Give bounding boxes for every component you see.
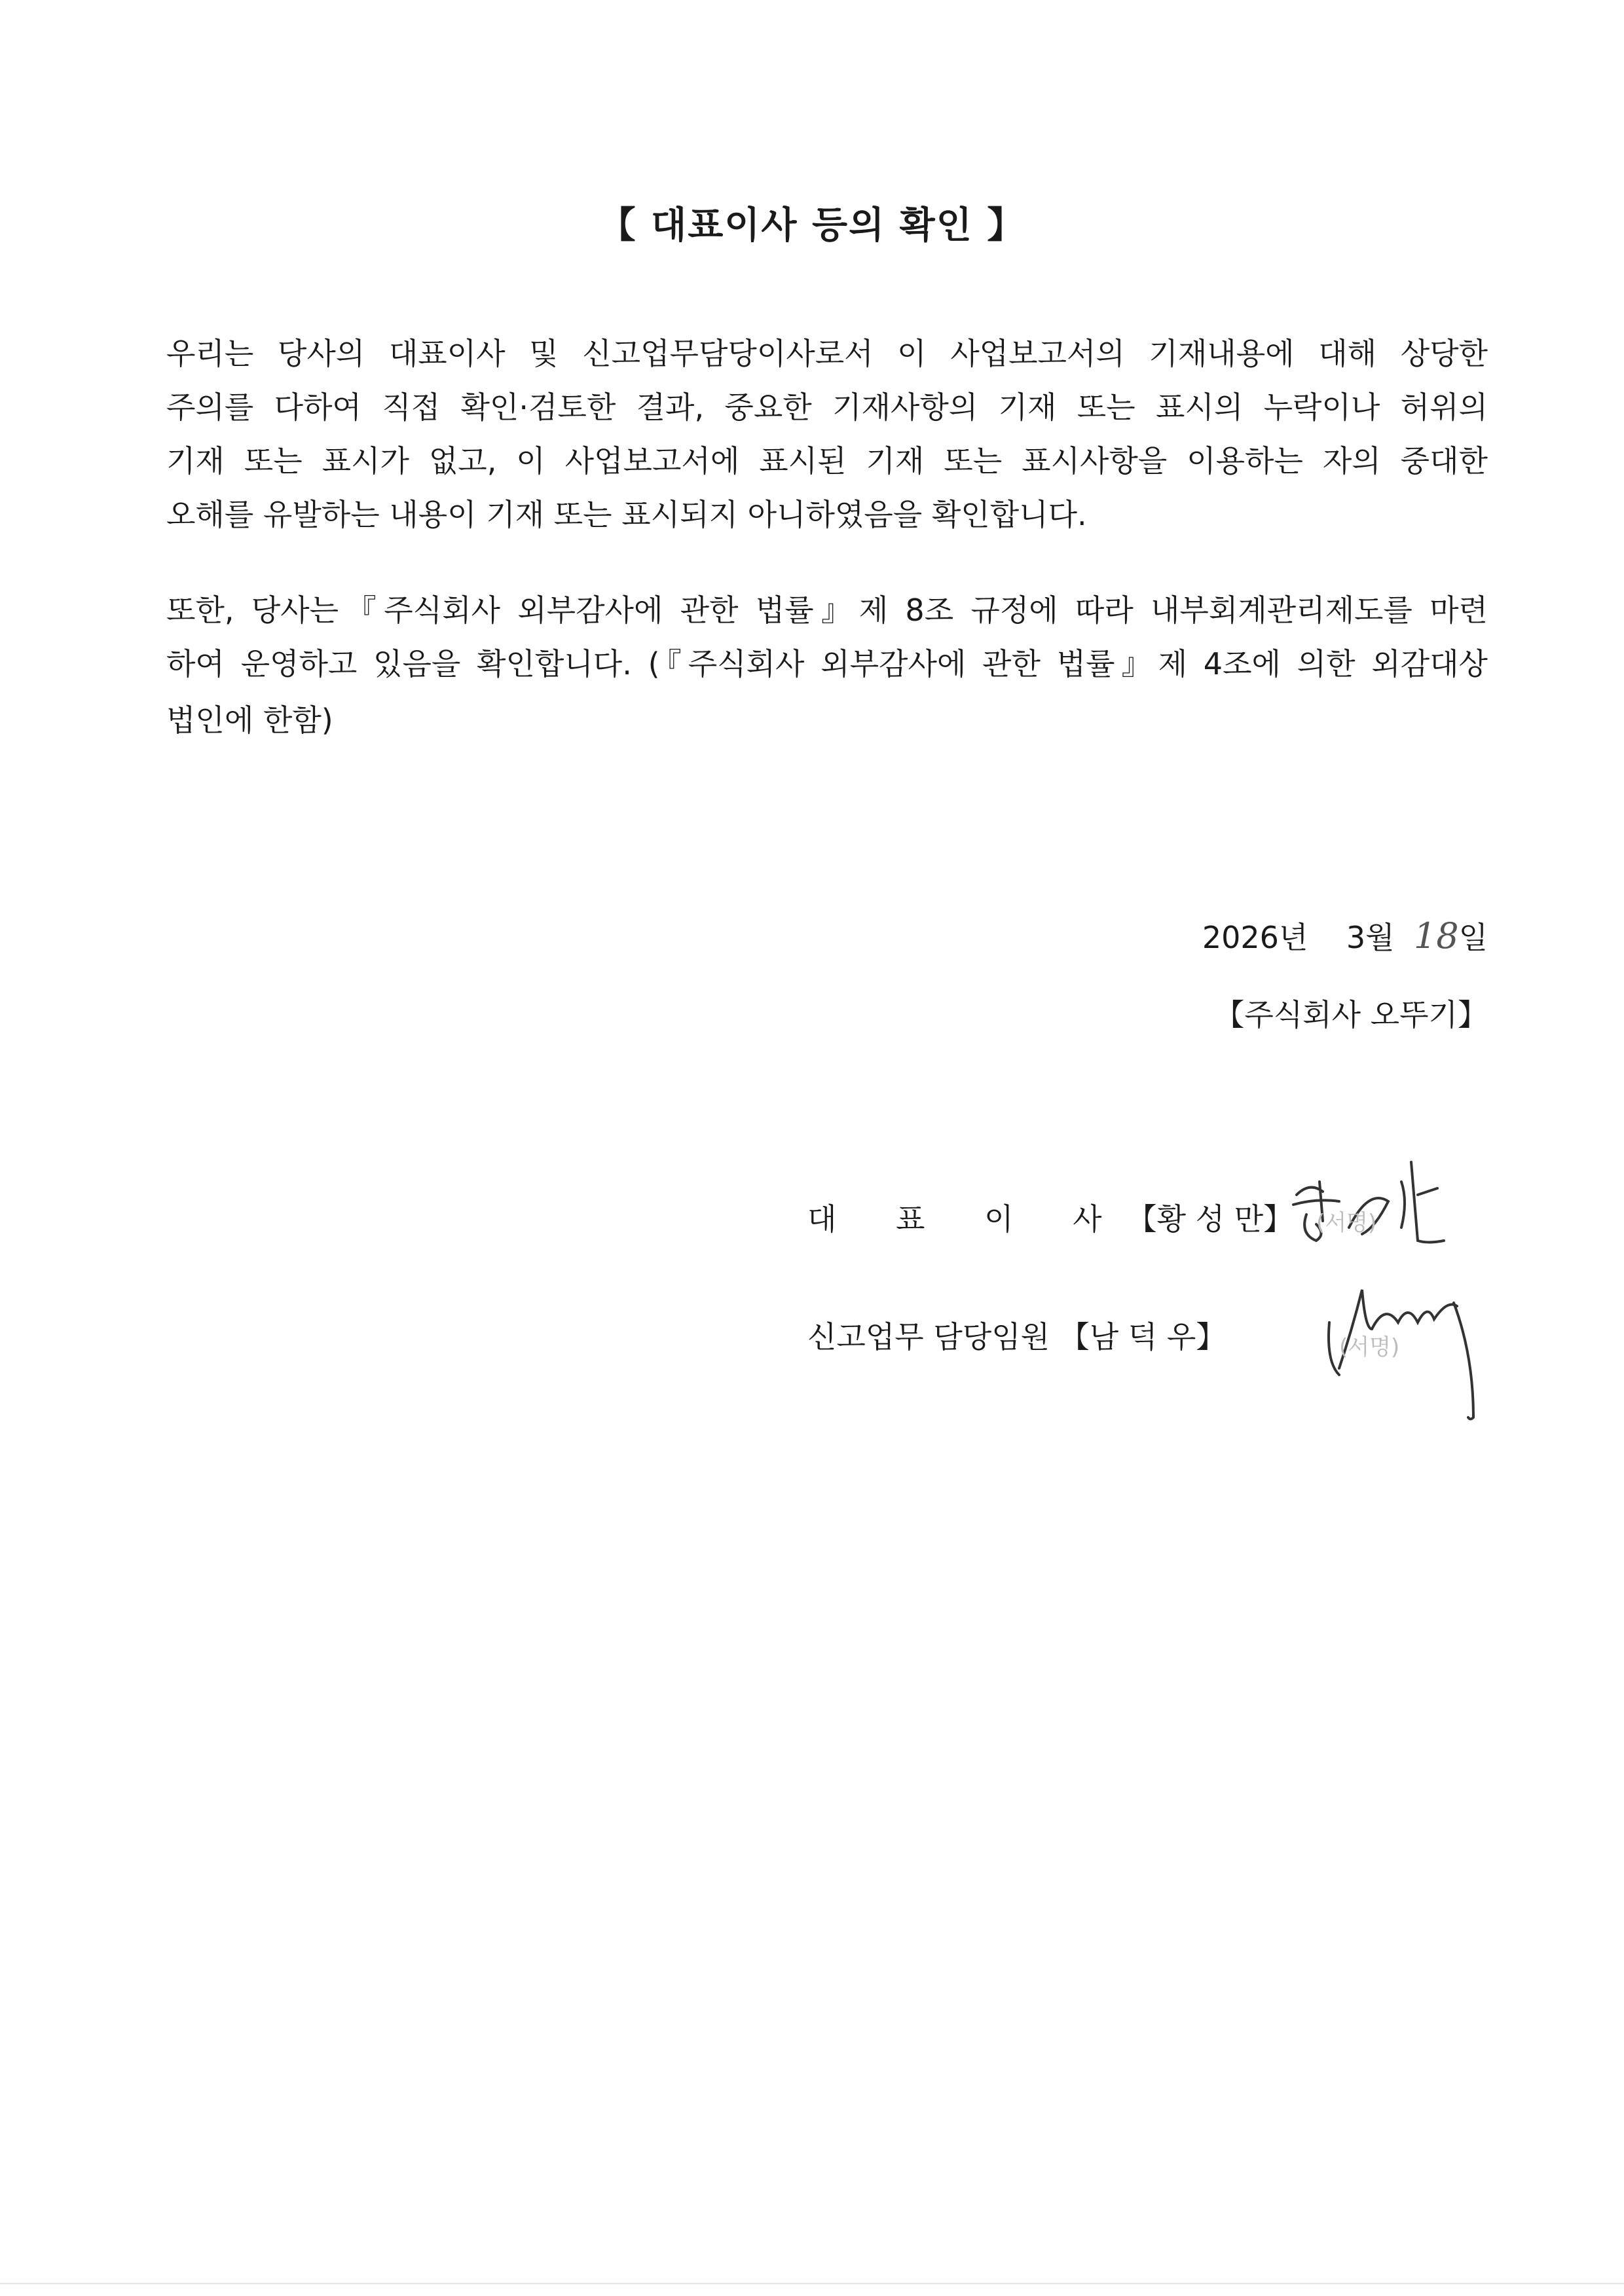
signing-date (1202, 917, 1488, 957)
signature-placeholder: (서명) (1316, 1210, 1377, 1236)
signatory-ceo (807, 1199, 1293, 1239)
ceo-signature (1283, 1142, 1480, 1273)
signatory-name: 【황 성 만】 (1126, 1201, 1294, 1237)
handwritten-signature-icon (1283, 1142, 1480, 1273)
date-year: 2026년 (1202, 920, 1308, 955)
paragraph-line: 또한, 당사는『주식회사 외부감사에 관한 법률』제 8조 규정에 따라 내부회계관리제도를 마련 (166, 592, 1488, 628)
paragraph-line: 주의를 다하여 직접 확인·검토한 결과, 중요한 기재사항의 기재 또는 표시의 누락이나 허위의 (166, 390, 1488, 425)
company-name: 【주식회사 오뚜기】 (1214, 997, 1488, 1032)
paragraph-line: 우리는 당사의 대표이사 및 신고업무담당이사로서 이 사업보고서의 기재내용에 대해 상당한 (166, 336, 1488, 371)
signatory-disclosure-officer (807, 1317, 1226, 1357)
signature-placeholder: (서명) (1339, 1334, 1400, 1360)
paragraph-line: 법인에 한함) (166, 702, 333, 738)
date-day-suffix: 일 (1458, 920, 1488, 955)
date-day-handwritten: 18 (1413, 915, 1459, 957)
officer-signature (1316, 1283, 1500, 1421)
paragraph-line: 하여 운영하고 있음을 확인합니다. (『주식회사 외부감사에 관한 법률』제 4조에 의한 외감대상 (166, 646, 1488, 682)
signatory-name: 【남 덕 우】 (1059, 1319, 1227, 1355)
page-bottom-edge (0, 2283, 1624, 2284)
date-month: 3월 (1346, 920, 1395, 955)
paragraph-line: 기재 또는 표시가 없고, 이 사업보고서에 표시된 기재 또는 표시사항을 이용하는 자의 중대한 (166, 443, 1488, 479)
document-title: 【 대표이사 등의 확인 】 (599, 204, 1025, 247)
signatory-role: 신고업무 담당임원 (807, 1319, 1050, 1355)
signatory-role: 대 표 이 사 (807, 1201, 1127, 1237)
paragraph-line: 오해를 유발하는 내용이 기재 또는 표시되지 아니하였음을 확인합니다. (166, 497, 1087, 532)
